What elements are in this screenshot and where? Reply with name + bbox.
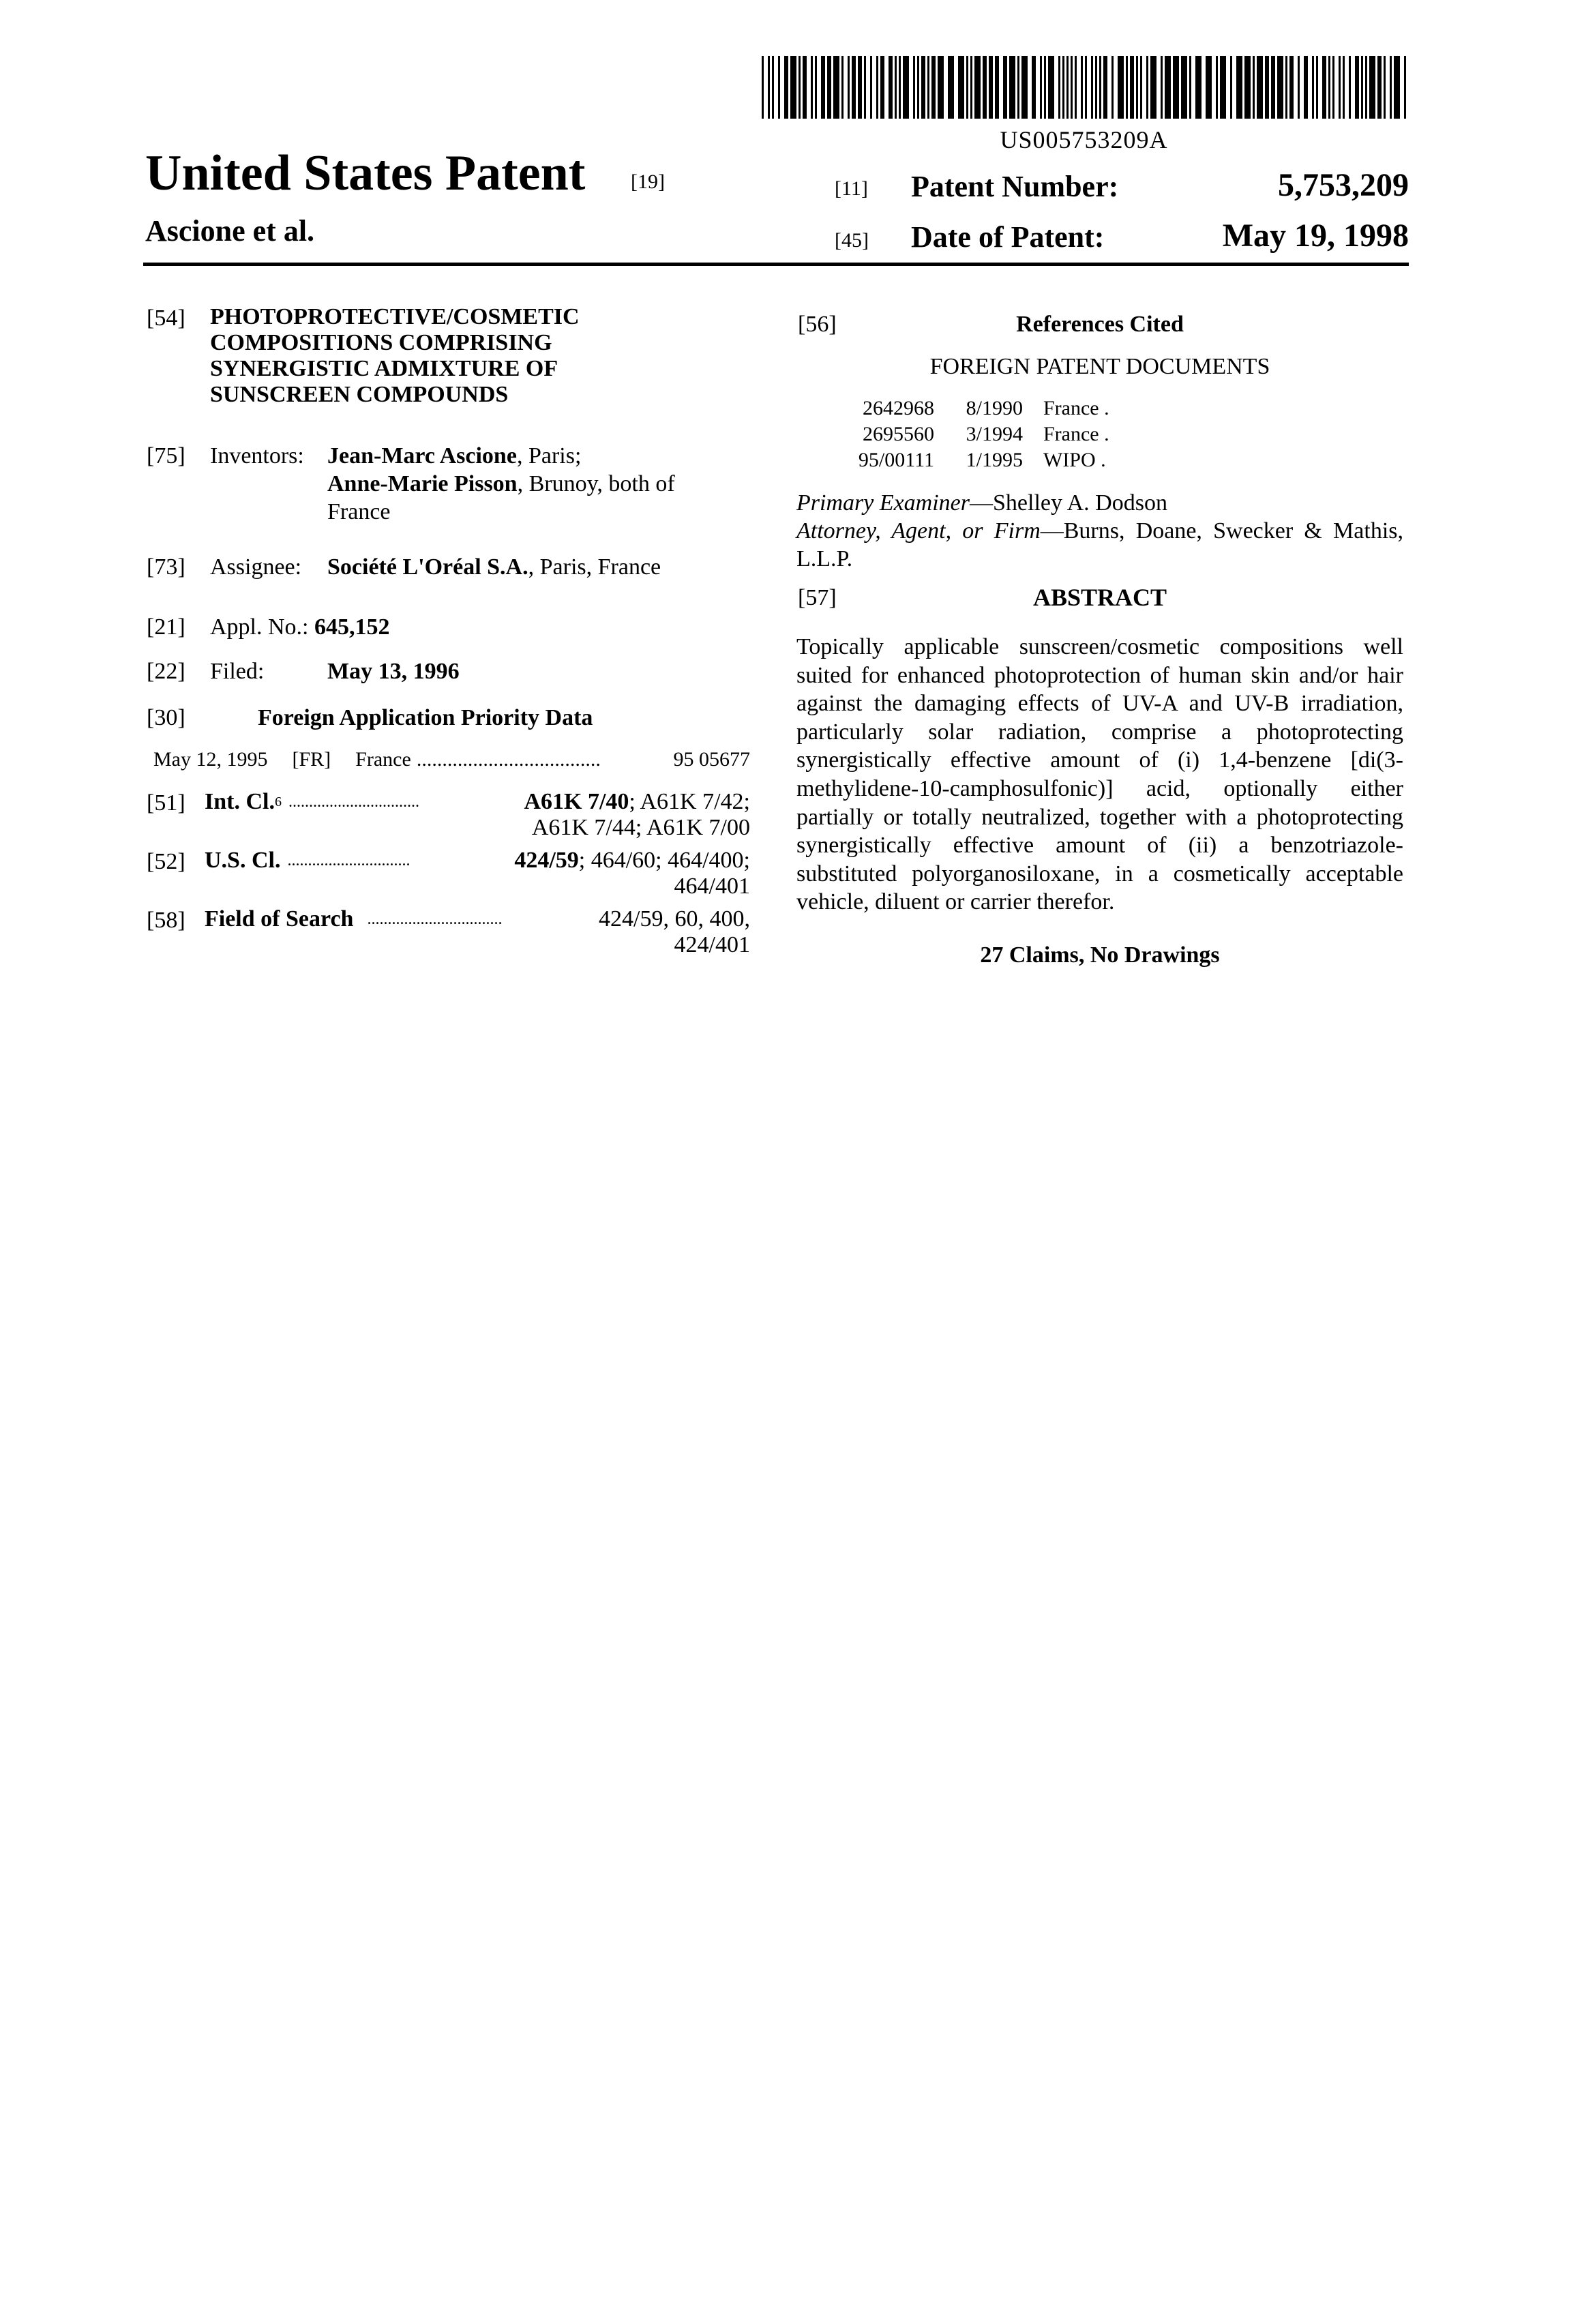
barcode-bar [1136,56,1138,119]
leader-dots: .............................. [287,848,514,874]
assignee-name: Société L'Oréal S.A. [327,554,528,580]
barcode-bar [1058,56,1060,119]
barcode-bar [917,56,919,119]
barcode-bar [1017,56,1019,119]
barcode-bar [1206,56,1212,119]
barcode-bar [1332,56,1334,119]
barcode-bar [938,56,944,119]
barcode-bar [1316,56,1318,119]
doc-country: France . [1043,421,1109,447]
barcode-bar [1369,56,1375,119]
barcode-bar [1271,56,1275,119]
barcode-bar [995,56,999,119]
priority-country: France [355,748,411,771]
barcode-bar [1165,56,1171,119]
barcode-bar [958,56,964,119]
search-rest: 424/59, 60, 400, [599,906,750,932]
barcode-bar [1277,56,1283,119]
barcode-bar [790,56,796,119]
assignee-code: [73] [147,553,185,581]
barcode-bar [1099,56,1101,119]
barcode-bar [974,56,981,119]
barcode-bar [1304,56,1308,119]
barcode-bar [1062,56,1064,119]
priority-row [153,748,750,771]
barcode-bar [1130,56,1134,119]
inventors-code: [75] [147,442,185,470]
foreign-doc-row [839,421,1109,447]
doc-country: France . [1043,396,1109,421]
barcode-bar [864,56,866,119]
patent-number-code: [11] [835,177,868,200]
barcode-bar [1390,56,1392,119]
attorney-label: Attorney, Agent, or Firm [796,518,1041,543]
search-label: Field of Search [205,906,353,932]
inventor-name: Jean-Marc Ascione [327,443,517,468]
attorney-name: —Burns, Doane, Swecker & Mathis, L.L.P. [796,518,1403,571]
uscl-label: U.S. Cl. [205,848,280,874]
title-code: [19] [631,170,665,194]
barcode-bar [1265,56,1269,119]
foreign-doc-row [839,447,1109,473]
barcode-bar [1312,56,1314,119]
barcode-bar [1161,56,1163,119]
barcode-bar [1216,56,1218,119]
barcode-bar [1009,56,1015,119]
assignee-location: , Paris, France [528,554,661,580]
barcode-bar [1066,56,1069,119]
barcode-bar [1394,56,1400,119]
examiner-name: —Shelley A. Dodson [970,490,1167,516]
barcode-bar [858,56,862,119]
intcl-rest: A61K 7/44; A61K 7/00 [205,815,750,841]
title-line: PHOTOPROTECTIVE/COSMETIC [210,304,580,330]
date-label: Date of Patent: [911,220,1104,254]
barcode-bar [913,56,915,119]
barcode-bar [1195,56,1202,119]
patent-date: May 19, 1998 [1068,217,1409,254]
doc-country: WIPO . [1043,447,1106,473]
barcode-bar [1298,56,1300,119]
doc-date: 1/1995 [955,447,1023,473]
barcode-bar [1111,56,1114,119]
patent-number: 5,753,209 [1068,166,1409,204]
barcode-bar [876,56,878,119]
intcl-rest: ; A61K 7/42; [629,789,750,815]
filed-code: [22] [147,657,185,685]
header-rule [143,263,1409,266]
barcode-bar [833,56,839,119]
inventor-location: , Brunoy, both of [518,471,675,496]
barcode-bar [1349,56,1351,119]
uscl-code: [52] [147,848,185,876]
barcode-bar [1322,56,1326,119]
intcl-code: [51] [147,789,185,817]
barcode-number: US005753209A [762,125,1406,154]
inventors-label: Inventors: [210,442,304,470]
intcl-edition: 6 [275,789,282,815]
barcode-bar [1003,56,1007,119]
barcode-bar [841,56,844,119]
barcode-bar [1328,56,1330,119]
examiner-label: Primary Examiner [796,490,970,516]
int-cl [205,789,750,841]
barcode-bar [1230,56,1232,119]
invention-title [210,304,580,408]
barcode-bar [852,56,856,119]
inventors-country: France [327,498,750,526]
barcode-bar [903,56,909,119]
barcode-bar [1253,56,1255,119]
barcode-bar [1126,56,1128,119]
title-code-54: [54] [147,304,185,332]
barcode-bar [1220,56,1226,119]
barcode-bar [1085,56,1087,119]
intcl-label: Int. Cl. [205,789,275,815]
appl-label: Appl. No.: [210,614,309,640]
barcode-bar [889,56,893,119]
doc-date: 8/1990 [955,396,1023,421]
barcode-bar [895,56,897,119]
barcode-bar [880,56,884,119]
barcode-bar [1146,56,1148,119]
appl-number: 645,152 [314,614,390,640]
leader-dots: ................................ [288,789,524,815]
appl-code: [21] [147,613,185,641]
assignee-label: Assignee: [210,553,301,581]
barcode-bar [1173,56,1179,119]
doc-number: 2642968 [839,396,934,421]
barcode-bar [921,56,925,119]
barcode-bar [803,56,807,119]
barcode-bar [1257,56,1263,119]
priority-number: 95 05677 [674,748,751,771]
barcode [762,56,1406,119]
barcode-bar [948,56,954,119]
barcode-bar [778,56,780,119]
barcode-bar [899,56,901,119]
barcode-bar [811,56,813,119]
barcode-bar [1339,56,1341,119]
barcode-bar [784,56,788,119]
barcode-bar [1355,56,1359,119]
barcode-bar [772,56,774,119]
leader-dots: ................................. [367,906,593,932]
barcode-bar [1071,56,1073,119]
abstract-heading: ABSTRACT [796,584,1403,612]
barcode-bar [927,56,929,119]
barcode-bar [1377,56,1382,119]
inventors [327,442,750,526]
barcode-bar [1032,56,1036,119]
barcode-bar [1236,56,1242,119]
examiners [796,489,1403,573]
barcode-bar [1095,56,1097,119]
barcode-bar [1285,56,1287,119]
inventor-location: , Paris; [517,443,581,468]
doc-number: 2695560 [839,421,934,447]
us-cl [205,848,750,899]
priority-heading: Foreign Application Priority Data [258,704,593,732]
barcode-bar [983,56,987,119]
foreign-docs-list [839,396,1109,473]
authors: Ascione et al. [145,213,314,248]
barcode-bar [1181,56,1187,119]
field-of-search [205,906,750,958]
doc-number: 95/00111 [839,447,934,473]
doc-date: 3/1994 [955,421,1023,447]
barcode-bar [1150,56,1156,119]
priority-country-code: [FR] [293,748,331,771]
claims-summary: 27 Claims, No Drawings [796,941,1403,969]
inventor-name: Anne-Marie Pisson [327,471,518,496]
leader-dots: .................................... [417,748,668,771]
barcode-bar [1140,56,1142,119]
barcode-bar [1384,56,1386,119]
barcode-bar [815,56,817,119]
filed-label: Filed: [210,657,264,685]
barcode-bar [1343,56,1345,119]
appl-no [210,613,390,641]
barcode-bar [1040,56,1042,119]
barcode-bar [821,56,825,119]
barcode-bar [1075,56,1077,119]
intcl-main: A61K 7/40 [524,789,629,815]
barcode-bar [1044,56,1046,119]
barcode-bar [827,56,831,119]
patent-number-label: Patent Number: [911,169,1118,204]
barcode-bar [1404,56,1406,119]
title-line: SUNSCREEN COMPOUNDS [210,382,580,408]
barcode-bar [799,56,801,119]
barcode-bar [1103,56,1107,119]
foreign-docs-heading: FOREIGN PATENT DOCUMENTS [796,353,1403,381]
foreign-doc-row [839,396,1109,421]
filed-date: May 13, 1996 [327,657,460,685]
barcode-bar [1189,56,1191,119]
barcode-bar [768,56,770,119]
document-title: United States Patent [145,145,585,203]
barcode-bar [1021,56,1028,119]
uscl-rest: ; 464/60; 464/400; [579,848,750,874]
assignee [327,553,661,581]
barcode-bar [970,56,972,119]
barcode-bar [1091,56,1093,119]
abstract-code: [57] [798,584,837,612]
refs-heading: References Cited [796,310,1403,338]
barcode-bar [989,56,993,119]
search-code: [58] [147,906,185,934]
abstract-text: Topically applicable sunscreen/cosmetic compositions well suited for enhanced photoprotection of human skin and/or hair against the damaging effects of UV-A and UV-B irradiation, particularly solar radiation, comprise a photoprotecting synergistically effective amount of (i) 1,4-benzene [di(3-methylidene-10-camphosulfonic)] acid, optionally either partially or totally neutralized, together with a photoprotecting synergistically effective amount of (ii) a benzotriazole-substituted polyorganosiloxane, in a cosmetically acceptable vehicle, diluent or carrier therefor. [796,633,1403,917]
barcode-bar [931,56,936,119]
title-line: COMPOSITIONS COMPRISING [210,330,580,356]
uscl-main: 424/59 [514,848,578,874]
refs-code: [56] [798,310,837,338]
barcode-bar [762,56,764,119]
priority-date: May 12, 1995 [153,748,268,771]
barcode-bar [1244,56,1251,119]
uscl-rest: 464/401 [205,874,750,899]
barcode-bar [1118,56,1124,119]
date-code: [45] [835,229,869,252]
title-line: SYNERGISTIC ADMIXTURE OF [210,356,580,382]
barcode-bar [1361,56,1363,119]
barcode-bar [1048,56,1054,119]
barcode-bar [1081,56,1083,119]
priority-code: [30] [147,704,185,732]
search-rest: 424/401 [205,932,750,958]
barcode-bar [870,56,872,119]
barcode-bar [966,56,968,119]
barcode-bar [848,56,850,119]
barcode-bar [1289,56,1294,119]
barcode-bar [1365,56,1367,119]
